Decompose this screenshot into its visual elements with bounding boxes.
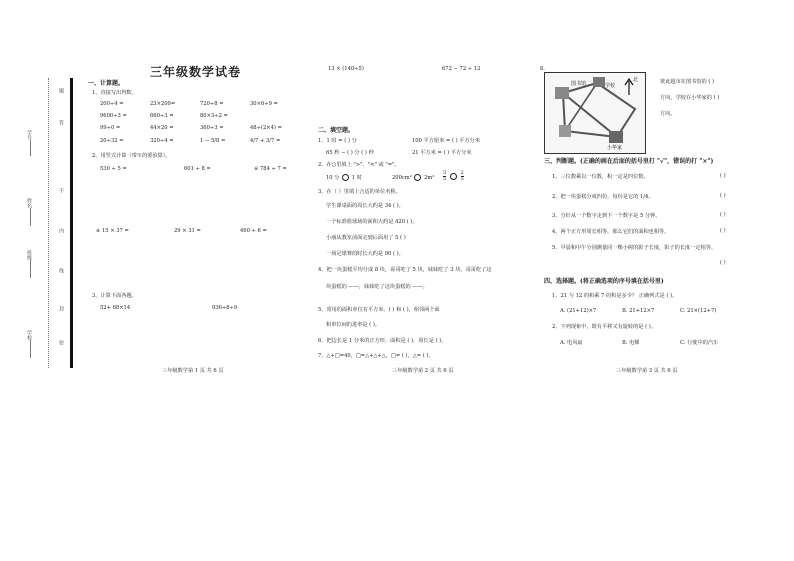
binder-field-line [30,208,31,226]
calc-item: 9600÷3 = [100,113,127,119]
fill-item: 积单位间的进率是 ( )。 [326,322,381,328]
compare-right: 1 时 [351,175,362,181]
fill-item: 6、把边长是 1 分米的正方形，面积是 ( )，周长是 ( )。 [318,338,447,344]
vertical-calc-item: ※ 784 ÷ 7 = [254,166,287,172]
fill-item: 3、在（ ）里填上合适的单位名称。 [318,189,401,195]
fraction-calc-item: 4/7 + 3/7 = [250,138,281,144]
calc-item: 23×200= [150,101,176,107]
north-arrow-icon [625,79,633,95]
seal-char: 密 [58,340,64,345]
calc-item: 360÷3 = [200,125,224,131]
calc-item: 20÷32 = [100,138,124,144]
choice-question: 1、21 与 12 的和乘 7 的积是多少？ 正确列式是 ( )。 [552,293,678,299]
fill-item: 块蛋糕的 ——，妹妹吃了这块蛋糕的 ——。 [326,284,428,290]
map-label: 学校 [605,83,616,89]
fill-item: 7、△+□=40，□=△+△+△，□= ( )，△= ( )。 [318,353,434,359]
binder-label-school: 学校 [26,330,32,340]
map-label: 北 [633,77,639,83]
fill-item: 一个标准篮球场的面积大约是 420 ( )。 [326,219,418,225]
judge-item: 3、分针从一个数字走到下一个数字是 5 分钟。 [552,213,661,219]
compare-circle [342,174,349,181]
vertical-calc-item: 601 ÷ 8 = [184,166,211,172]
calc-item: 720÷8 = [200,101,224,107]
binding-margin [20,78,68,368]
page-footer: 三年级数学第 1 页 共 6 页 [162,368,224,374]
binder-label-name: 姓名 [26,198,32,208]
answer-paren: ( ) [720,228,726,234]
map-label: 小华家 [607,145,623,151]
section-heading: 四、选择题。(将正确选项的序号填在括号里) [544,278,664,285]
binder-label-class: 班级 [26,250,32,260]
section-heading: 二、填空题。 [318,127,355,134]
fill-item: 65 秒 − ( ) 分 ( ) 秒 [326,150,374,156]
judge-item: 5、早晨和中午分别测量同一棵小树的影子长度，影子的长度一定相等。 [552,245,717,251]
question-number: 8. [540,66,545,72]
fill-item: 5、常用的面积单位有平方米、( ) 和 ( )，相邻两个面 [318,307,440,313]
binder-field-line [30,140,31,156]
page-footer: 三年级数学第 2 页 共 6 页 [392,368,454,374]
fill-item: 彼此超市在图书馆的 ( ) [660,79,715,85]
home-building [609,131,623,143]
page-footer: 三年级数学第 3 页 共 6 页 [616,368,678,374]
vertical-calc-item: 29 × 31 = [174,228,201,234]
fill-item: 21 平方米 = ( ) 平方分米 [412,150,472,156]
calc-item: 52+ 68×14 [100,305,131,311]
fill-item: 方向，学校在小华家的 ( ) [660,95,720,101]
calc-item: 30×6÷9 = [250,101,278,107]
answer-paren: ( ) [720,193,726,199]
fill-item: 方向。 [660,111,676,117]
compare-fractions [442,171,465,182]
fill-item: 4、把一块蛋糕平均分成 8 块，哥哥吃了 5 块，妹妹吃了 3 块，哥哥吃了这 [318,267,492,273]
seal-char: 答 [58,120,64,125]
section-heading: 三、判断题。(正确的画在后面的括号里打 "√"，错误的打 "×") [544,158,714,165]
fill-item: 2、在○里填上 ">"、"<" 或 "="。 [318,162,400,168]
fill-item: 100 平方厘米 = ( ) 平方分米 [412,138,481,144]
store-building [559,125,571,137]
calc-item: 200÷4 = [100,101,124,107]
choice-option: B. 21+12×7 [622,308,655,314]
answer-paren: ( ) [720,212,726,218]
fill-item: 1、1 时 = ( ) 分 [318,138,357,144]
binder-label-student-id: 学号 [26,130,32,140]
question-heading: 1、直接写出得数。 [92,90,137,96]
seal-char: 题 [58,88,64,93]
map-label: 图书馆 [571,81,587,87]
judge-item: 4、两个正方形周长相等，那么它们的面积也相等。 [552,229,670,235]
seal-char: 不 [58,188,64,193]
question-heading: 2、用竖式计算（带※的要验算）。 [92,153,171,159]
direction-map [544,72,646,154]
answer-paren: ( ) [720,173,726,179]
calc-item: 672 − 72 ÷ 12 [442,66,481,72]
library-building [555,87,569,99]
compare-item [326,174,362,181]
choice-option: C. 21×(12+7) [680,308,717,314]
fraction: $\frac{2}{5}$ [460,170,464,182]
compare-right: 2m² [424,175,435,181]
fraction-calc-item: 1 − 5/8 = [200,138,226,144]
compare-circle [450,173,457,180]
vertical-calc-item: ※ 15 × 37 = [96,228,129,234]
choice-option: A. 电风扇 [560,340,583,346]
fraction: $\frac{3}{5}$ [443,170,447,182]
vertical-calc-item: 460 ÷ 6 = [240,228,267,234]
calc-item: 13 × (140÷5) [328,66,364,72]
fill-item: 学生课桌面的周长大约是 34 ( )。 [326,203,404,209]
compare-circle [414,174,421,181]
binder-field-line [30,340,31,358]
seal-char: 线 [58,268,64,273]
compare-left: 200cm² [392,175,412,181]
fill-item: 小丽从教室前面走到后面用了 5 ( ) [326,235,406,241]
judge-item: 1、三位数乘以一位数，积一定是四位数。 [552,174,649,180]
answer-paren: ( ) [720,260,726,266]
calc-item: 660÷3 = [150,113,174,119]
binder-field-line [30,260,31,278]
school-building [593,77,605,87]
choice-question: 2、下列现象中，既有平移又有旋转的是 ( )。 [552,324,657,330]
binding-bar [70,78,73,368]
question-heading: 3、计算下面各题。 [92,293,137,299]
seal-line [48,78,49,368]
choice-option: B. 电梯 [622,340,640,346]
calc-item: 48÷(2×4) = [250,125,282,131]
choice-option: C. 行驶中的汽车 [680,340,719,346]
page-title: 三年级数学试卷 [150,65,242,79]
choice-option: A. (21+12)×7 [560,308,597,314]
calc-item: 44×20 = [150,125,174,131]
calc-item: 320÷4 = [150,138,174,144]
map-drawing [545,73,645,153]
vertical-calc-item: 530 ÷ 5 = [100,166,127,172]
calc-item: 936÷8÷9 [212,305,238,311]
compare-item [392,174,434,181]
compare-left: 10 分 [326,175,340,181]
fill-item: 一场足球赛的时长大约是 90 ( )。 [326,251,404,257]
calc-item: 99÷0 = [100,125,121,131]
seal-char: 内 [58,228,64,233]
section-heading: 一、计算题。 [88,80,125,87]
seal-char: 封 [58,306,64,311]
judge-item: 2、把一块蛋糕分成四份，每份是它的 1/4。 [552,194,654,200]
calc-item: 80×3÷2 = [200,113,228,119]
